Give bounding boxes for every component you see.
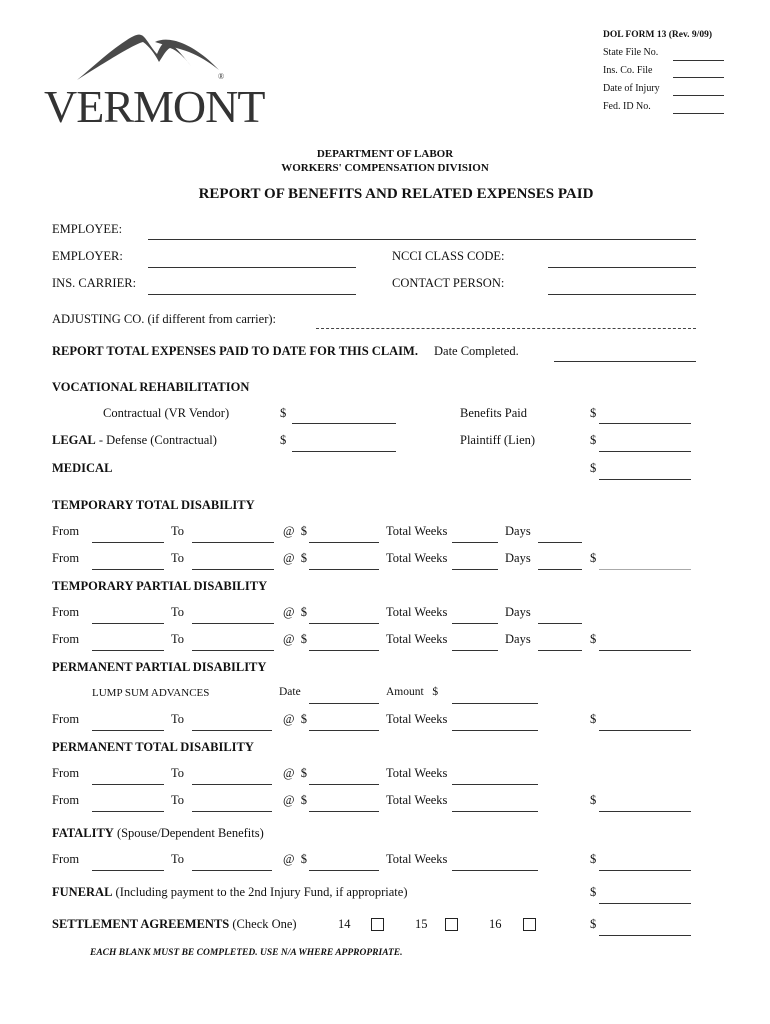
legal-amount-field[interactable] <box>292 451 396 452</box>
dollar-sign: $ <box>300 632 308 646</box>
date-label: Date <box>279 686 301 698</box>
to-field[interactable] <box>192 623 274 624</box>
fatality-heading <box>52 826 264 841</box>
plaintiff-field[interactable] <box>599 451 691 452</box>
days-field[interactable] <box>538 569 582 570</box>
dollar-sign: $ <box>432 686 439 698</box>
to-field[interactable] <box>192 811 272 812</box>
at-rate-label <box>283 766 307 781</box>
benefits-paid-field[interactable] <box>599 423 691 424</box>
logo-registered: ® <box>218 72 225 81</box>
dollar-sign: $ <box>280 406 287 420</box>
to-label: To <box>171 766 185 780</box>
dollar-sign: $ <box>590 406 597 420</box>
at-sign: @ <box>283 852 295 866</box>
to-label: To <box>171 605 185 619</box>
carrier-label: INS. CARRIER: <box>52 276 137 290</box>
logo-wordmark: VERMONT <box>44 81 265 132</box>
report-instruction: REPORT TOTAL EXPENSES PAID TO DATE FOR THIS CLAIM. <box>52 344 418 358</box>
employee-label: EMPLOYEE: <box>52 222 123 236</box>
total-weeks-label: Total Weeks <box>386 632 448 646</box>
from-label: From <box>52 632 80 646</box>
rate-field[interactable] <box>309 569 379 570</box>
option-14-checkbox[interactable] <box>371 918 384 931</box>
to-field[interactable] <box>192 870 272 871</box>
at-sign: @ <box>283 524 295 538</box>
days-label: Days <box>505 632 531 646</box>
tpd-total-field[interactable] <box>599 650 691 651</box>
total-weeks-field[interactable] <box>452 811 538 812</box>
total-weeks-label: Total Weeks <box>386 852 448 866</box>
at-sign: @ <box>283 551 295 565</box>
amount-text: Amount <box>386 686 424 698</box>
to-field[interactable] <box>192 730 272 731</box>
funeral-bold: FUNERAL <box>52 885 113 899</box>
dept-line1: DEPARTMENT OF LABOR <box>316 148 454 160</box>
ins-co-file-field[interactable] <box>673 77 724 78</box>
to-label: To <box>171 632 185 646</box>
to-label: To <box>171 551 185 565</box>
adjusting-label: ADJUSTING CO. (if different from carrier): <box>52 312 277 326</box>
total-weeks-field[interactable] <box>452 623 498 624</box>
benefits-paid-label: Benefits Paid <box>460 406 528 420</box>
days-label: Days <box>505 605 531 619</box>
carrier-field[interactable] <box>148 294 356 295</box>
at-rate-label <box>283 852 307 867</box>
at-sign: @ <box>283 605 295 619</box>
to-label: To <box>171 852 185 866</box>
option-16-label: 16 <box>489 917 502 931</box>
date-completed-label: Date Completed. <box>434 344 519 358</box>
adjusting-field[interactable] <box>316 328 696 329</box>
days-label: Days <box>505 524 531 538</box>
date-of-injury-field[interactable] <box>673 95 724 96</box>
lump-date-field[interactable] <box>309 703 379 704</box>
dollar-sign: $ <box>590 551 597 565</box>
from-field[interactable] <box>92 650 164 651</box>
total-weeks-field[interactable] <box>452 542 498 543</box>
at-rate-label <box>283 632 307 647</box>
settlement-field[interactable] <box>599 935 691 936</box>
days-field[interactable] <box>538 623 582 624</box>
option-15-checkbox[interactable] <box>445 918 458 931</box>
funeral-field[interactable] <box>599 903 691 904</box>
legal-label <box>52 433 217 448</box>
rate-field[interactable] <box>309 870 379 871</box>
contact-label: CONTACT PERSON: <box>392 276 505 290</box>
days-label: Days <box>505 551 531 565</box>
funeral-rest: (Including payment to the 2nd Injury Fund, if appropriate) <box>112 885 408 899</box>
dollar-sign: $ <box>590 917 597 931</box>
dollar-sign: $ <box>590 852 597 866</box>
dept-line2: WORKERS' COMPENSATION DIVISION <box>281 162 489 174</box>
at-rate-label <box>283 551 307 566</box>
from-field[interactable] <box>92 784 164 785</box>
dollar-sign: $ <box>590 885 597 899</box>
dollar-sign: $ <box>590 461 597 475</box>
total-weeks-label: Total Weeks <box>386 793 448 807</box>
mountain-logo-icon <box>75 30 225 85</box>
settlement-bold: SETTLEMENT AGREEMENTS <box>52 917 230 931</box>
dollar-sign: $ <box>280 433 287 447</box>
at-sign: @ <box>283 793 295 807</box>
from-field[interactable] <box>92 811 164 812</box>
from-field[interactable] <box>92 870 164 871</box>
dollar-sign: $ <box>300 551 308 565</box>
dollar-sign: $ <box>590 632 597 646</box>
medical-label: MEDICAL <box>52 461 113 475</box>
to-field[interactable] <box>192 542 274 543</box>
option-16-checkbox[interactable] <box>523 918 536 931</box>
total-weeks-field[interactable] <box>452 569 498 570</box>
dollar-sign: $ <box>300 524 308 538</box>
contractual-label: Contractual (VR Vendor) <box>103 406 230 420</box>
state-file-label: State File No. <box>603 47 659 58</box>
ttd-total-field[interactable] <box>599 569 691 570</box>
dollar-sign: $ <box>590 793 597 807</box>
form-id: DOL FORM 13 (Rev. 9/09) <box>603 30 712 40</box>
settlement-label <box>52 917 297 932</box>
legal-rest: - Defense (Contractual) <box>95 433 217 447</box>
fatality-rest: (Spouse/Dependent Benefits) <box>113 826 264 840</box>
employer-label: EMPLOYER: <box>52 249 123 263</box>
funeral-label <box>52 885 408 900</box>
from-label: From <box>52 793 80 807</box>
option-15-label: 15 <box>415 917 428 931</box>
page-title: REPORT OF BENEFITS AND RELATED EXPENSES PAID <box>198 186 594 202</box>
rate-field[interactable] <box>309 623 379 624</box>
at-sign: @ <box>283 712 295 726</box>
to-field[interactable] <box>192 784 272 785</box>
dollar-sign: $ <box>300 766 308 780</box>
from-label: From <box>52 524 80 538</box>
dollar-sign: $ <box>590 712 597 726</box>
medical-field[interactable] <box>599 479 691 480</box>
from-label: From <box>52 605 80 619</box>
total-weeks-label: Total Weeks <box>386 766 448 780</box>
dollar-sign: $ <box>590 433 597 447</box>
ncci-field[interactable] <box>548 267 696 268</box>
plaintiff-label: Plaintiff (Lien) <box>460 433 536 447</box>
legal-bold: LEGAL <box>52 433 96 447</box>
ins-co-file-label: Ins. Co. File <box>603 65 653 76</box>
employee-field[interactable] <box>148 239 696 240</box>
date-completed-field[interactable] <box>554 361 696 362</box>
ncci-label: NCCI CLASS CODE: <box>392 249 505 263</box>
from-field[interactable] <box>92 730 164 731</box>
settlement-rest: (Check One) <box>229 917 297 931</box>
to-label: To <box>171 793 185 807</box>
total-weeks-label: Total Weeks <box>386 605 448 619</box>
to-label: To <box>171 712 185 726</box>
footer-instruction: EACH BLANK MUST BE COMPLETED. USE N/A WHERE APPROPRIATE. <box>90 948 403 958</box>
from-field[interactable] <box>92 542 164 543</box>
lump-sum-label: LUMP SUM ADVANCES <box>92 687 210 699</box>
fed-id-label: Fed. ID No. <box>603 101 651 112</box>
from-label: From <box>52 712 80 726</box>
total-weeks-label: Total Weeks <box>386 524 448 538</box>
at-rate-label <box>283 524 307 539</box>
dollar-sign: $ <box>300 712 308 726</box>
tpd-heading: TEMPORARY PARTIAL DISABILITY <box>52 579 268 593</box>
rate-field[interactable] <box>309 542 379 543</box>
fatality-bold: FATALITY <box>52 826 114 840</box>
total-weeks-label: Total Weeks <box>386 551 448 565</box>
rate-field[interactable] <box>309 730 379 731</box>
at-sign: @ <box>283 766 295 780</box>
contact-field[interactable] <box>548 294 696 295</box>
from-label: From <box>52 766 80 780</box>
fatality-total-field[interactable] <box>599 870 691 871</box>
option-14-label: 14 <box>338 917 351 931</box>
at-sign: @ <box>283 632 295 646</box>
rate-field[interactable] <box>309 811 379 812</box>
amount-label <box>386 686 438 698</box>
to-label: To <box>171 524 185 538</box>
days-field[interactable] <box>538 542 582 543</box>
ppd-heading: PERMANENT PARTIAL DISABILITY <box>52 660 267 674</box>
lump-amount-field[interactable] <box>452 703 538 704</box>
dollar-sign: $ <box>300 793 308 807</box>
ptd-total-field[interactable] <box>599 811 691 812</box>
to-field[interactable] <box>192 650 274 651</box>
rate-field[interactable] <box>309 784 379 785</box>
at-rate-label <box>283 605 307 620</box>
ppd-total-field[interactable] <box>599 730 691 731</box>
employer-field[interactable] <box>148 267 356 268</box>
rate-field[interactable] <box>309 650 379 651</box>
fed-id-field[interactable] <box>673 113 724 114</box>
total-weeks-field[interactable] <box>452 870 538 871</box>
at-rate-label <box>283 793 307 808</box>
voc-heading: VOCATIONAL REHABILITATION <box>52 380 250 394</box>
from-label: From <box>52 551 80 565</box>
from-field[interactable] <box>92 623 164 624</box>
ttd-heading: TEMPORARY TOTAL DISABILITY <box>52 498 255 512</box>
days-field[interactable] <box>538 650 582 651</box>
total-weeks-field[interactable] <box>452 730 538 731</box>
date-of-injury-label: Date of Injury <box>603 83 660 94</box>
total-weeks-field[interactable] <box>452 650 498 651</box>
to-field[interactable] <box>192 569 274 570</box>
contractual-amount-field[interactable] <box>292 423 396 424</box>
ptd-heading: PERMANENT TOTAL DISABILITY <box>52 740 254 754</box>
from-field[interactable] <box>92 569 164 570</box>
from-label: From <box>52 852 80 866</box>
dollar-sign: $ <box>300 852 308 866</box>
state-file-field[interactable] <box>673 60 724 61</box>
total-weeks-label: Total Weeks <box>386 712 448 726</box>
dollar-sign: $ <box>300 605 308 619</box>
at-rate-label <box>283 712 307 727</box>
total-weeks-field[interactable] <box>452 784 538 785</box>
